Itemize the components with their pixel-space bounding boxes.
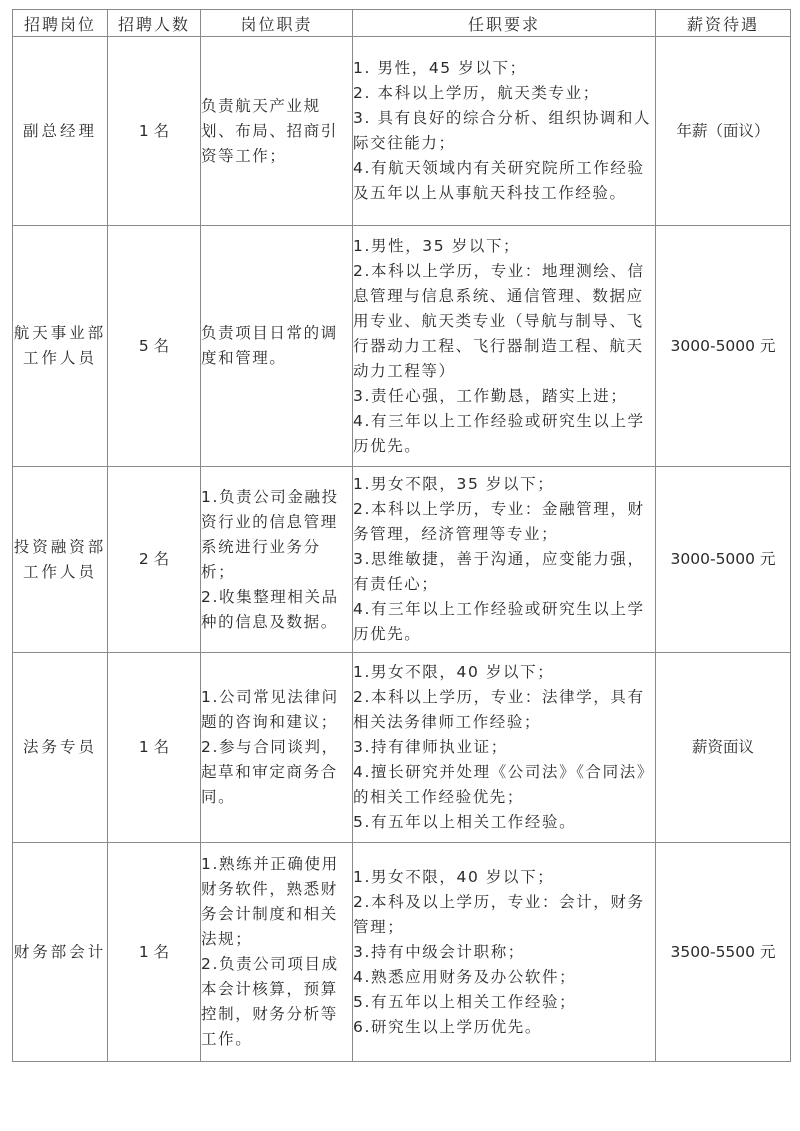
table-header-row xyxy=(13,10,791,37)
table-row xyxy=(13,843,791,1062)
requirement-item: 1.男性，35 岁以下； xyxy=(353,236,521,255)
requirement-item: 2.本科以上学历，专业：法律学，具有相关法务律师工作经验； xyxy=(353,688,645,731)
duties-cell xyxy=(201,467,353,653)
duties-cell xyxy=(201,653,353,843)
duties-cell xyxy=(201,226,353,467)
table-row xyxy=(13,467,791,653)
header-requirements: 任职要求 xyxy=(353,10,656,37)
duty-item: 负责项目日常的调度和管理。 xyxy=(201,324,338,367)
salary-cell: 薪资面议 xyxy=(656,653,791,843)
position-cell: 航天事业部工作人员 xyxy=(13,226,108,467)
duty-item: 1.熟练并正确使用财务软件，熟悉财务会计制度和相关法规； xyxy=(201,855,339,948)
requirement-item: 2.本科以上学历，专业：地理测绘、信息管理与信息系统、通信管理、数据应用专业、航天类专业（导航与制导、飞行器动力工程、飞行器制造工程、航天动力工程等） xyxy=(353,261,645,380)
requirement-item: 3. 具有良好的综合分析、组织协调和人际交往能力； xyxy=(353,109,652,152)
header-count: 招聘人数 xyxy=(108,10,201,37)
position-cell: 投资融资部工作人员 xyxy=(13,467,108,653)
requirement-item: 4.有三年以上工作经验或研究生以上学历优先。 xyxy=(353,600,645,643)
requirement-item: 1.男女不限，40 岁以下； xyxy=(353,663,555,681)
position-cell: 财务部会计 xyxy=(13,843,108,1062)
requirement-item: 4.有三年以上工作经验或研究生以上学历优先。 xyxy=(353,411,645,455)
requirement-item: 2.本科及以上学历，专业：会计，财务管理； xyxy=(353,892,645,936)
requirement-item: 2. 本科以上学历，航天类专业； xyxy=(353,84,600,102)
requirement-item: 5.有五年以上相关工作经验； xyxy=(353,992,577,1011)
requirement-item: 2.本科以上学历，专业：金融管理，财务管理，经济管理等专业； xyxy=(353,500,645,543)
table-row xyxy=(13,37,791,226)
requirements-cell xyxy=(353,37,656,226)
position-cell: 副总经理 xyxy=(13,37,108,226)
requirements-cell xyxy=(353,226,656,467)
duty-item: 负责航天产业规划、布局、招商引资等工作； xyxy=(201,96,338,165)
count-cell: 1 名 xyxy=(108,37,201,226)
requirement-item: 3.持有中级会计职称； xyxy=(353,942,525,961)
requirement-item: 1.男女不限，40 岁以下； xyxy=(353,867,555,886)
requirement-item: 3.思维敏捷，善于沟通，应变能力强，有责任心； xyxy=(353,550,645,593)
salary-cell: 3000-5000 元 xyxy=(656,226,791,467)
duties-cell xyxy=(201,37,353,226)
requirements-cell xyxy=(353,843,656,1062)
requirement-item: 4.熟悉应用财务及办公软件； xyxy=(353,967,577,986)
duty-item: 1.负责公司金融投资行业的信息管理系统进行业务分析； xyxy=(201,487,339,581)
requirement-item: 1. 男性，45 岁以下； xyxy=(353,59,527,77)
salary-cell: 3500-5500 元 xyxy=(656,843,791,1062)
table-row xyxy=(13,226,791,467)
requirement-item: 4.有航天领域内有关研究院所工作经验及五年以上从事航天科技工作经验。 xyxy=(353,159,645,202)
requirements-cell xyxy=(353,653,656,843)
header-position: 招聘岗位 xyxy=(13,10,108,37)
count-cell: 5 名 xyxy=(108,226,201,467)
salary-cell: 3000-5000 元 xyxy=(656,467,791,653)
duties-cell xyxy=(201,843,353,1062)
salary-cell: 年薪（面议） xyxy=(656,37,791,226)
duty-item: 1.公司常见法律问题的咨询和建议； xyxy=(201,688,339,731)
count-cell: 1 名 xyxy=(108,843,201,1062)
table-row xyxy=(13,653,791,843)
requirements-cell xyxy=(353,467,656,653)
recruitment-table xyxy=(12,9,791,1062)
requirement-item: 4.擅长研究并处理《公司法》《合同法》的相关工作经验优先； xyxy=(353,763,654,806)
requirement-item: 6.研究生以上学历优先。 xyxy=(353,1017,542,1036)
header-salary: 薪资待遇 xyxy=(656,10,791,37)
count-cell: 1 名 xyxy=(108,653,201,843)
duty-item: 2.收集整理相关品种的信息及数据。 xyxy=(201,587,339,631)
requirement-item: 5.有五年以上相关工作经验。 xyxy=(353,813,577,831)
header-duties: 岗位职责 xyxy=(201,10,353,37)
requirement-item: 3.责任心强，工作勤恳，踏实上进； xyxy=(353,386,628,405)
count-cell: 2 名 xyxy=(108,467,201,653)
duty-item: 2.参与合同谈判，起草和审定商务合同。 xyxy=(201,738,339,806)
requirement-item: 1.男女不限，35 岁以下； xyxy=(353,475,555,493)
duty-item: 2.负责公司项目成本会计核算，预算控制，财务分析等工作。 xyxy=(201,955,339,1048)
requirement-item: 3.持有律师执业证； xyxy=(353,738,508,756)
position-cell: 法务专员 xyxy=(13,653,108,843)
